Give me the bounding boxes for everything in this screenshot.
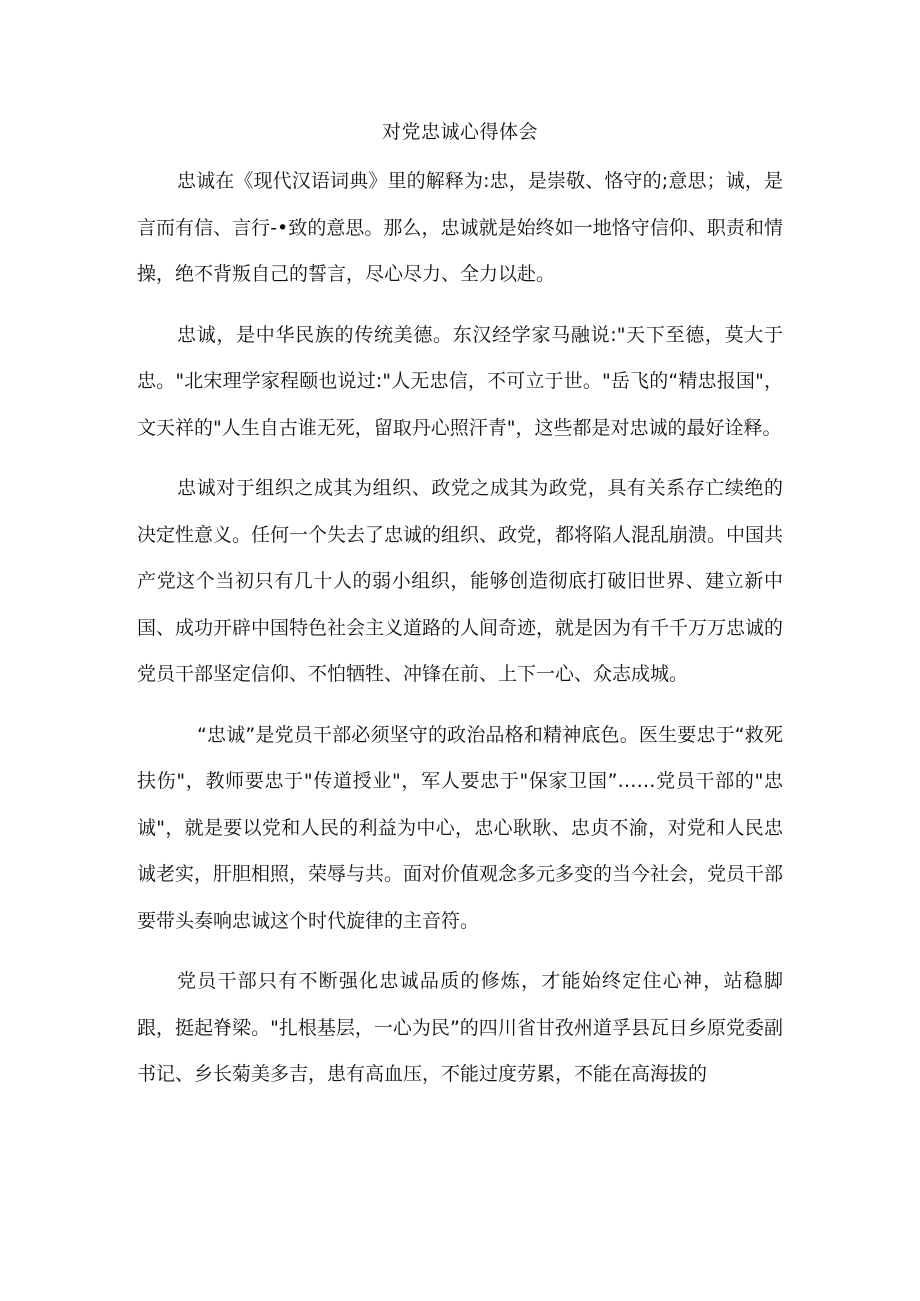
- document-body: [137, 158, 783, 1098]
- paragraph-cultivation: 党员干部只有不断强化忠诚品质的修炼，才能始终定住心神，站稳脚跟，挺起脊梁。"扎根基层，一心为民”的四川省甘孜州道孚县瓦日乡原党委副书记、乡长菊美多吉，患有高血压，不能过度劳累，不能在高海拔的: [137, 970, 783, 1085]
- paragraph-political-character: “忠诚”是党员干部必须坚守的政治品格和精神底色。医生要忠于“救死扶伤"，教师要忠于"传道授业"，军人要忠于"保家卫国”……党员干部的"忠诚"，就是要以党和人民的利益为中心，忠心耿耿、忠贞不渝，对党和人民忠诚老实，肝胆相照，荣辱与共。面对价值观念多元多变的当今社会，党员干部要带头奏响忠诚这个时代旋律的主音符。: [137, 723, 784, 932]
- paragraph-tradition: 忠诚，是中华民族的传统美德。东汉经学家马融说:"天下至德，莫大于忠。"北宋理学家程颐也说过:"人无忠信，不可立于世。"岳飞的“精忠报国"，文天祥的"人生自古谁无死，留取丹心照汗青"，这些都是对忠诚的最好诠释。: [137, 323, 783, 439]
- document-title: 对党忠诚心得体会: [381, 121, 538, 143]
- paragraph-definition: 忠诚在《现代汉语词典》里的解释为:忠，是崇敬、恪守的;意思；诚，是言而有信、言行-•致的意思。那么，忠诚就是始终如一地恪守信仰、职责和情操，绝不背叛自己的誓言，尽心尽力、全力以赴。: [137, 170, 783, 285]
- paragraph-significance: 忠诚对于组织之成其为组织、政党之成其为政党，具有关系存亡续绝的决定性意义。任何一个失去了忠诚的组织、政党，都将陷人混乱崩溃。中国共产党这个当初只有几十人的弱小组织，能够创造彻底打破旧世界、建立新中国、成功开辟中国特色社会主义道路的人间奇迹，就是因为有千千万万忠诚的党员干部坚定信仰、不怕牺牲、冲锋在前、上下一心、众志成城。: [137, 477, 784, 685]
